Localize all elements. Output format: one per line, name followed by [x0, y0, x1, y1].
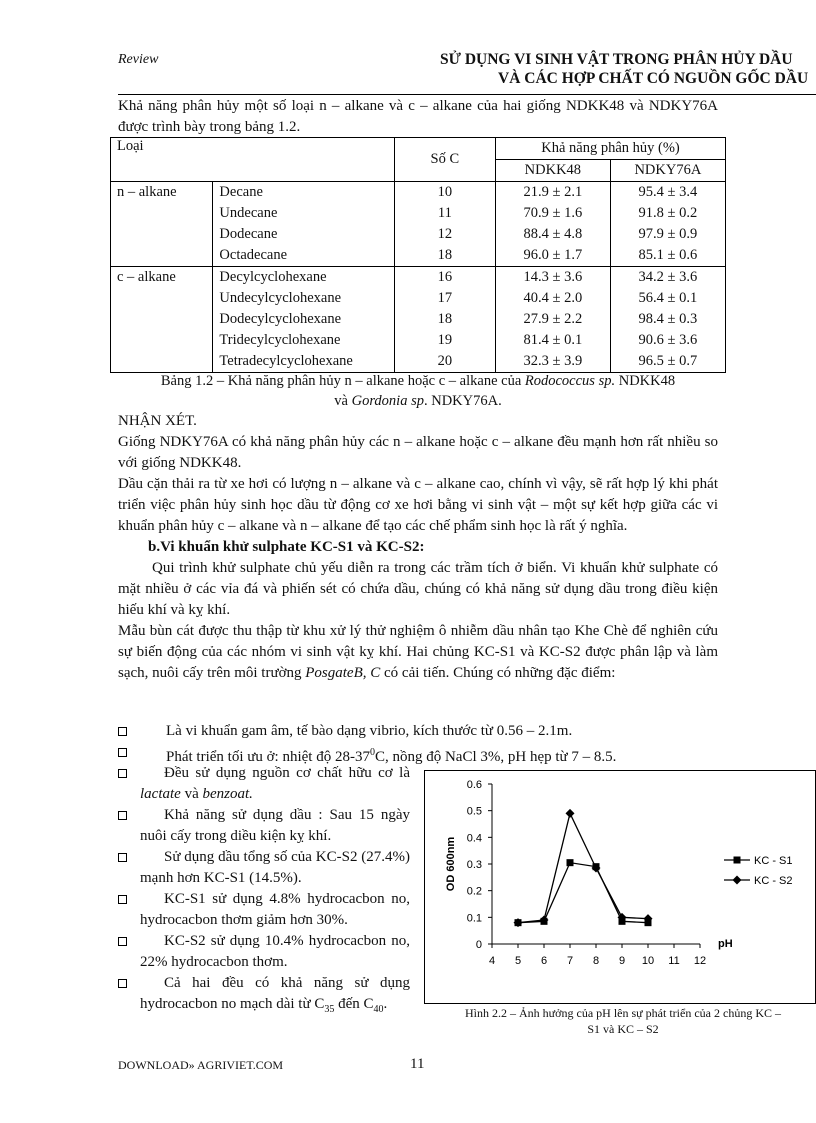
cell-carbon: 16 — [394, 267, 495, 289]
caption-and: và — [334, 393, 352, 409]
paragraph-b1: Qui trình khử sulphate chủ yếu diễn ra trong các trầm tích ở biển. Vi khuẩn khử sulphate có mặt nhiều ở các vỉa đá và phiến sét có chứa dầu, chúng có khả năng sử dụng dầu trong điều kiện hiếu khí và kỵ khí. — [118, 560, 718, 618]
cell-group — [111, 224, 213, 245]
y-tick-label: 0.5 — [466, 805, 482, 818]
bullet-b8-mid: đến C — [334, 996, 374, 1012]
cell-ndkk48: 14.3 ± 3.6 — [496, 267, 611, 289]
th-degradation: Khả năng phân hủy (%) — [496, 138, 726, 160]
y-tick-label: 0.1 — [466, 912, 482, 925]
chart-frame — [425, 771, 816, 1004]
bullet-text: Là vi khuẩn gam âm, tế bào dạng vibrio, kích thước từ 0.56 – 2.1m. — [166, 723, 573, 739]
checkbox-bullet-icon — [118, 979, 127, 988]
cell-ndky76a: 95.4 ± 3.4 — [610, 182, 725, 204]
caption-species-1: Rodococcus sp. — [524, 373, 616, 389]
cell-ndky76a: 34.2 ± 3.6 — [610, 267, 725, 289]
table-row — [111, 224, 726, 245]
checkbox-bullet-icon — [118, 748, 127, 757]
bullet-item — [118, 847, 410, 889]
x-tick-label: 6 — [540, 955, 548, 967]
cell-ndkk48: 27.9 ± 2.2 — [496, 309, 611, 330]
degree-superscript: 0 — [369, 747, 375, 758]
substrate-lactate: lactate — [140, 786, 181, 802]
table-row — [111, 330, 726, 351]
cell-carbon: 18 — [394, 245, 495, 267]
cell-carbon: 20 — [394, 351, 495, 373]
bullet-list-top — [118, 721, 718, 768]
running-head-title — [440, 50, 816, 88]
cell-ndkk48: 96.0 ± 1.7 — [496, 245, 611, 267]
legend-label-1: KC - S1 — [754, 855, 793, 867]
comment-block — [118, 411, 718, 684]
bullet-text: Sử dụng dầu tổng số của KC-S2 (27.4%) mạnh hơn KC-S1 (14.5%). — [140, 849, 410, 886]
cell-carbon: 17 — [394, 288, 495, 309]
bullet-text: KC-S1 sử dụng 4.8% hydrocacbon no, hydrocacbon thơm giảm hơn 30%. — [140, 891, 410, 928]
cell-compound: Decylcyclohexane — [213, 267, 394, 289]
table-row — [111, 309, 726, 330]
comment-paragraph-1: Giống NDKY76A có khả năng phân hủy các n – alkane hoặc c – alkane đều mạnh hơn rất nhiều so với giống NDKK48. — [118, 434, 718, 471]
x-tick-label: 5 — [514, 955, 522, 967]
checkbox-bullet-icon — [118, 727, 127, 736]
bullet-text: KC-S2 sử dụng 10.4% hydrocacbon no, 22% hydrocacbon thơm. — [140, 933, 410, 970]
bullet-b2-pre: Phát triển tối ưu ở: nhiệt độ 28-37 — [166, 749, 370, 765]
bullet-item — [118, 721, 718, 742]
cell-ndky76a: 85.1 ± 0.6 — [610, 245, 725, 267]
th-strain-2: NDKY76A — [610, 160, 725, 182]
table-caption — [110, 371, 726, 411]
carbon-sub-40: 40 — [373, 1004, 384, 1015]
y-axis-label: OD 600nm — [445, 836, 457, 892]
cell-carbon: 10 — [394, 182, 495, 204]
cell-ndkk48: 81.4 ± 0.1 — [496, 330, 611, 351]
checkbox-bullet-icon — [118, 853, 127, 862]
cell-ndky76a: 97.9 ± 0.9 — [610, 224, 725, 245]
x-tick-label: 9 — [618, 955, 626, 967]
cell-compound: Dodecylcyclohexane — [213, 309, 394, 330]
cell-group: n – alkane — [111, 182, 213, 204]
intro-paragraph: Khả năng phân hủy một số loại n – alkane và c – alkane của hai giống NDKK48 và NDKY76A được trình bày trong bảng 1.2. — [118, 98, 718, 135]
section-heading-b: b.Vi khuẩn khử sulphate KC-S1 và KC-S2: — [148, 539, 425, 555]
table-row — [111, 245, 726, 267]
cell-ndkk48: 21.9 ± 2.1 — [496, 182, 611, 204]
figure-caption: Hình 2.2 – Ảnh hưởng của pH lên sự phát triển của 2 chủng KC – S1 và KC – S2 — [465, 1006, 781, 1036]
th-carbon-number: Số C — [394, 138, 495, 182]
bullet-text — [140, 973, 410, 1020]
cell-group — [111, 330, 213, 351]
table-row — [111, 351, 726, 373]
th-type: Loại — [111, 138, 395, 182]
comment-paragraph-2: Dầu cặn thải ra từ xe hơi có lượng n – alkane và c – alkane cao, chính vì vậy, sẽ rất hợp lý khi phát triển việc phân hủy sinh học dầu từ động cơ xe hơi bằng vi sinh vật – một sự kết hợp giữa các vi khuẩn phân hủy c – alkane và n – alkane để tạo các chế phẩm sinh học là rất ý nghĩa. — [118, 476, 718, 534]
y-tick-label: 0 — [475, 939, 482, 951]
caption-text: Bảng 1.2 – Khả năng phân hủy n – alkane hoặc c – alkane của — [160, 373, 525, 389]
cell-ndkk48: 40.4 ± 2.0 — [496, 288, 611, 309]
substrate-benzoat: benzoat. — [202, 786, 253, 802]
cell-compound: Tetradecylcyclohexane — [213, 351, 394, 373]
cell-ndky76a: 98.4 ± 0.3 — [610, 309, 725, 330]
paragraph-b2-text: Mẫu bùn cát được thu thập từ khu xử lý thử nghiệm ô nhiễm dầu nhân tạo Khe Chè để nghiên cứu sự biến động của các nhóm vi sinh vật kỵ khí. Hai chủng KC-S1 và KC-S2 được phân lập và làm sạch, nuôi cấy trên môi trường — [118, 623, 718, 681]
bullet-text — [140, 763, 410, 805]
page-number: 11 — [410, 1056, 425, 1072]
legend-marker-1 — [734, 857, 741, 864]
x-tick-label: 8 — [592, 955, 600, 967]
checkbox-bullet-icon — [118, 937, 127, 946]
cell-carbon: 12 — [394, 224, 495, 245]
degradation-table — [110, 137, 726, 373]
bullet-item — [118, 931, 410, 973]
checkbox-bullet-icon — [118, 811, 127, 820]
cell-compound: Dodecane — [213, 224, 394, 245]
x-tick-label: 12 — [693, 955, 707, 967]
cell-carbon: 18 — [394, 309, 495, 330]
bullet-item — [118, 973, 410, 1020]
table-body — [111, 182, 726, 373]
bullet-b3-pre: Đều sử dụng nguồn cơ chất hữu cơ là — [164, 765, 410, 781]
y-tick-label: 0.4 — [466, 832, 482, 845]
bullet-b3-and: và — [180, 786, 203, 802]
cell-compound: Octadecane — [213, 245, 394, 267]
cell-ndky76a: 96.5 ± 0.7 — [610, 351, 725, 373]
cell-carbon: 19 — [394, 330, 495, 351]
table-row — [111, 182, 726, 204]
x-tick-label: 4 — [488, 955, 496, 967]
bullet-b2-post: C, nồng độ NaCl 3%, pH hẹp từ 7 – 8.5. — [374, 749, 617, 765]
header-rule — [118, 94, 816, 95]
table-row — [111, 288, 726, 309]
ph-growth-chart — [424, 770, 816, 1004]
cell-ndky76a: 90.6 ± 3.6 — [610, 330, 725, 351]
bullet-b8-end: . — [383, 996, 388, 1012]
medium-name: PosgateB, C — [305, 665, 381, 681]
table-row — [111, 203, 726, 224]
checkbox-bullet-icon — [118, 769, 127, 778]
legend-label-2: KC - S2 — [754, 875, 793, 887]
th-strain-1: NDKK48 — [496, 160, 611, 182]
data-point-1 — [567, 859, 574, 866]
x-tick-label: 11 — [668, 955, 680, 967]
footer-source: DOWNLOAD» AGRIVIET.COM — [118, 1058, 284, 1072]
paragraph-b2 — [118, 621, 718, 684]
caption-strain-2: . NDKY76A. — [423, 393, 502, 409]
cell-ndky76a: 56.4 ± 0.1 — [610, 288, 725, 309]
caption-species-2: Gordonia sp — [351, 393, 424, 409]
comment-heading: NHẬN XÉT. — [118, 413, 197, 429]
bullet-item — [118, 805, 410, 847]
cell-group: c – alkane — [111, 267, 213, 289]
cell-carbon: 11 — [394, 203, 495, 224]
bullet-item — [118, 889, 410, 931]
bullet-text: Khả năng sử dụng dầu : Sau 15 ngày nuôi cấy trong diều kiện kỵ khí. — [140, 807, 410, 844]
y-tick-label: 0.2 — [466, 885, 482, 898]
cell-compound: Undecylcyclohexane — [213, 288, 394, 309]
y-tick-label: 0.3 — [466, 859, 482, 871]
cell-group — [111, 245, 213, 267]
bullet-b8-pre: Cả hai đều có khả năng sử dụng hydrocacbon no mạch dài từ C — [140, 975, 410, 1012]
caption-strain-1: NDKK48 — [615, 373, 676, 389]
bullet-list-left — [118, 763, 410, 1020]
cell-compound: Decane — [213, 182, 394, 204]
bullet-item — [118, 763, 410, 805]
cell-compound: Undecane — [213, 203, 394, 224]
cell-ndky76a: 91.8 ± 0.2 — [610, 203, 725, 224]
cell-group — [111, 351, 213, 373]
x-tick-label: 10 — [641, 955, 655, 967]
running-head-line2: VÀ CÁC HỢP CHẤT CÓ NGUỒN GỐC DẦU — [498, 70, 809, 87]
cell-group — [111, 309, 213, 330]
table-row — [111, 267, 726, 289]
paragraph-b2-end: có cải tiến. Chúng có những đặc điểm: — [380, 665, 616, 681]
running-head-line1: SỬ DỤNG VI SINH VẬT TRONG PHÂN HỦY DẦU — [440, 51, 793, 68]
cell-group — [111, 203, 213, 224]
running-head-left: Review — [118, 52, 159, 67]
cell-ndkk48: 32.3 ± 3.9 — [496, 351, 611, 373]
checkbox-bullet-icon — [118, 895, 127, 904]
cell-group — [111, 288, 213, 309]
x-axis-label: pH — [718, 938, 733, 950]
y-tick-label: 0.6 — [466, 779, 482, 791]
carbon-sub-35: 35 — [324, 1004, 335, 1015]
cell-ndkk48: 70.9 ± 1.6 — [496, 203, 611, 224]
cell-ndkk48: 88.4 ± 4.8 — [496, 224, 611, 245]
x-tick-label: 7 — [566, 955, 574, 967]
cell-compound: Tridecylcyclohexane — [213, 330, 394, 351]
